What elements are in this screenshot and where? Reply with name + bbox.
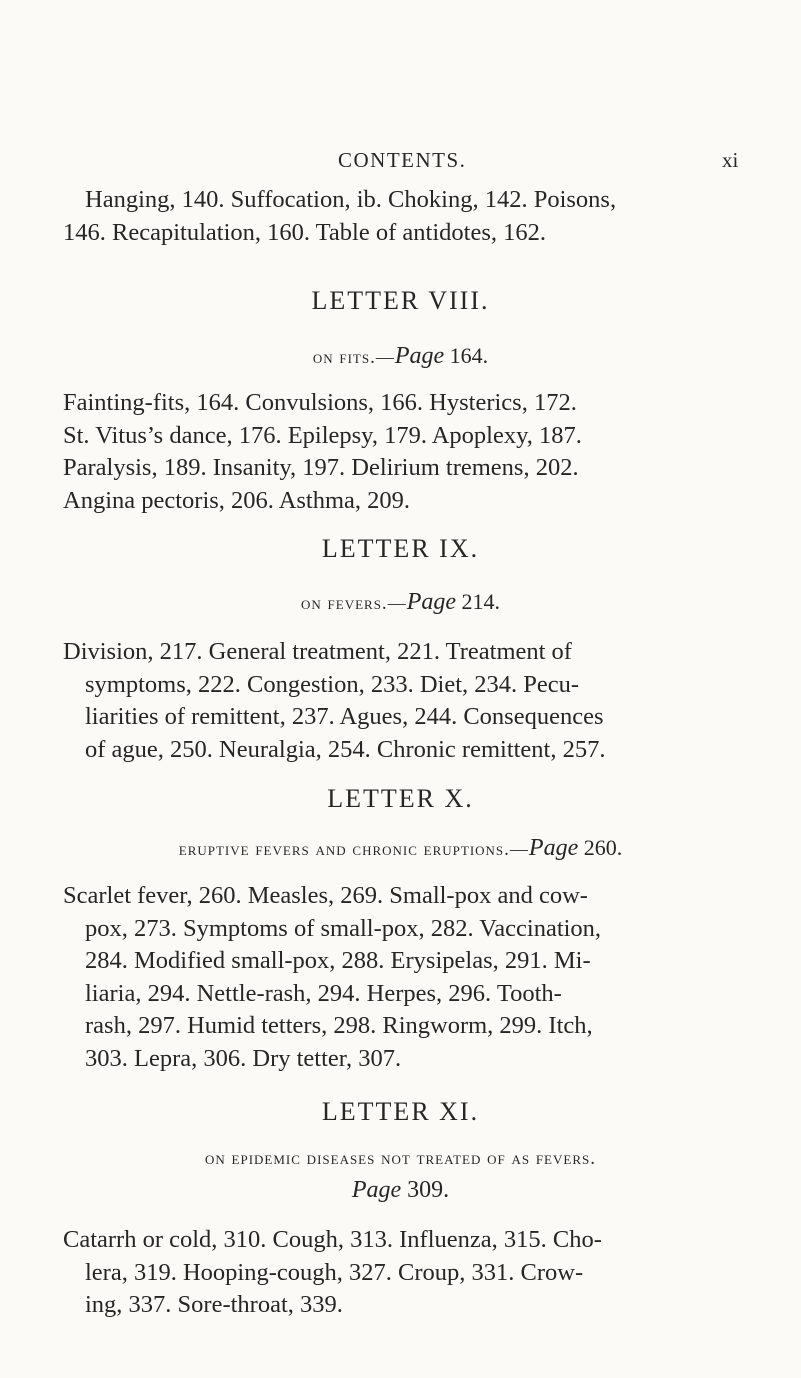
letter-viii-subject: on fits.—Page 164. bbox=[312, 343, 489, 369]
text-line: of ague, 250. Neuralgia, 254. Chronic remittent, 257. bbox=[85, 735, 606, 763]
text-line: Angina pectoris, 206. Asthma, 209. bbox=[63, 486, 411, 514]
page-label: Page bbox=[406, 589, 456, 615]
text-line: Fainting-fits, 164. Convulsions, 166. Hysterics, 172. bbox=[63, 389, 577, 416]
text-line: lera, 319. Hooping-cough, 327. Croup, 331. Crow- bbox=[85, 1258, 584, 1286]
letter-xi-subject bbox=[0, 1148, 801, 1170]
letter-xi-contents bbox=[63, 1224, 723, 1322]
page-number: 309. bbox=[407, 1177, 450, 1203]
subject-text: on epidemic diseases not treated of as fevers. bbox=[205, 1148, 596, 1169]
text-line: Catarrh or cold, 310. Cough, 313. Influenza, 315. Cho- bbox=[63, 1226, 602, 1253]
subject-text: on fevers. bbox=[301, 593, 388, 614]
text-line: Hanging, 140. Suffocation, ib. Choking, 142. Poisons, bbox=[85, 186, 617, 213]
text-line: liarities of remittent, 237. Agues, 244. Consequences bbox=[85, 703, 604, 730]
text-line: symptoms, 222. Congestion, 233. Diet, 234. Pecu- bbox=[85, 670, 580, 698]
text-line: Scarlet fever, 260. Measles, 269. Small-pox and cow- bbox=[63, 882, 588, 909]
text-line: Paralysis, 189. Insanity, 197. Delirium tremens, 202. bbox=[63, 454, 579, 481]
page-number: 260. bbox=[583, 835, 623, 860]
page-label: Page bbox=[394, 343, 445, 369]
letter-x-heading: LETTER X. bbox=[327, 784, 474, 813]
text-line: St. Vitus’s dance, 176. Epilepsy, 179. Apoplexy, 187. bbox=[63, 421, 582, 449]
letter-xi-page-ref bbox=[0, 1177, 801, 1204]
letter-xi-heading: LETTER XI. bbox=[321, 1097, 480, 1126]
text-line: 284. Modified small-pox, 288. Erysipelas, 291. Mi- bbox=[85, 947, 591, 974]
letter-ix-contents bbox=[63, 636, 723, 766]
subject-text: on fits. bbox=[312, 347, 376, 368]
letter-viii-heading: LETTER VIII. bbox=[311, 286, 490, 315]
text-line: rash, 297. Humid tetters, 298. Ringworm, 299. Itch, bbox=[85, 1012, 593, 1039]
text-line: Division, 217. General treatment, 221. Treatment of bbox=[63, 638, 572, 665]
text-line: 146. Recapitulation, 160. Table of antidotes, 162. bbox=[63, 218, 546, 246]
text-line: 303. Lepra, 306. Dry tetter, 307. bbox=[85, 1044, 402, 1072]
letter-x-contents bbox=[63, 880, 723, 1075]
running-head-title: CONTENTS. bbox=[338, 148, 467, 172]
subject-text: eruptive fevers and chronic eruptions. bbox=[178, 839, 510, 860]
page-number: 164. bbox=[449, 343, 489, 368]
page-label: Page bbox=[351, 1177, 402, 1203]
page-number: 214. bbox=[461, 589, 500, 614]
intro-paragraph bbox=[63, 184, 745, 249]
letter-ix-subject: on fevers.—Page 214. bbox=[301, 589, 500, 615]
text-line: ing, 337. Sore-throat, 339. bbox=[85, 1291, 343, 1318]
letter-viii-contents bbox=[63, 387, 723, 517]
letter-x-subject: eruptive fevers and chronic eruptions.—Page 260. bbox=[178, 835, 623, 861]
page-folio: xi bbox=[722, 148, 739, 172]
page-label: Page bbox=[528, 835, 579, 861]
letter-ix-heading: LETTER IX. bbox=[321, 534, 480, 563]
text-line: pox, 273. Symptoms of small-pox, 282. Vaccination, bbox=[85, 914, 602, 942]
text-line: liaria, 294. Nettle-rash, 294. Herpes, 296. Tooth- bbox=[85, 979, 562, 1007]
